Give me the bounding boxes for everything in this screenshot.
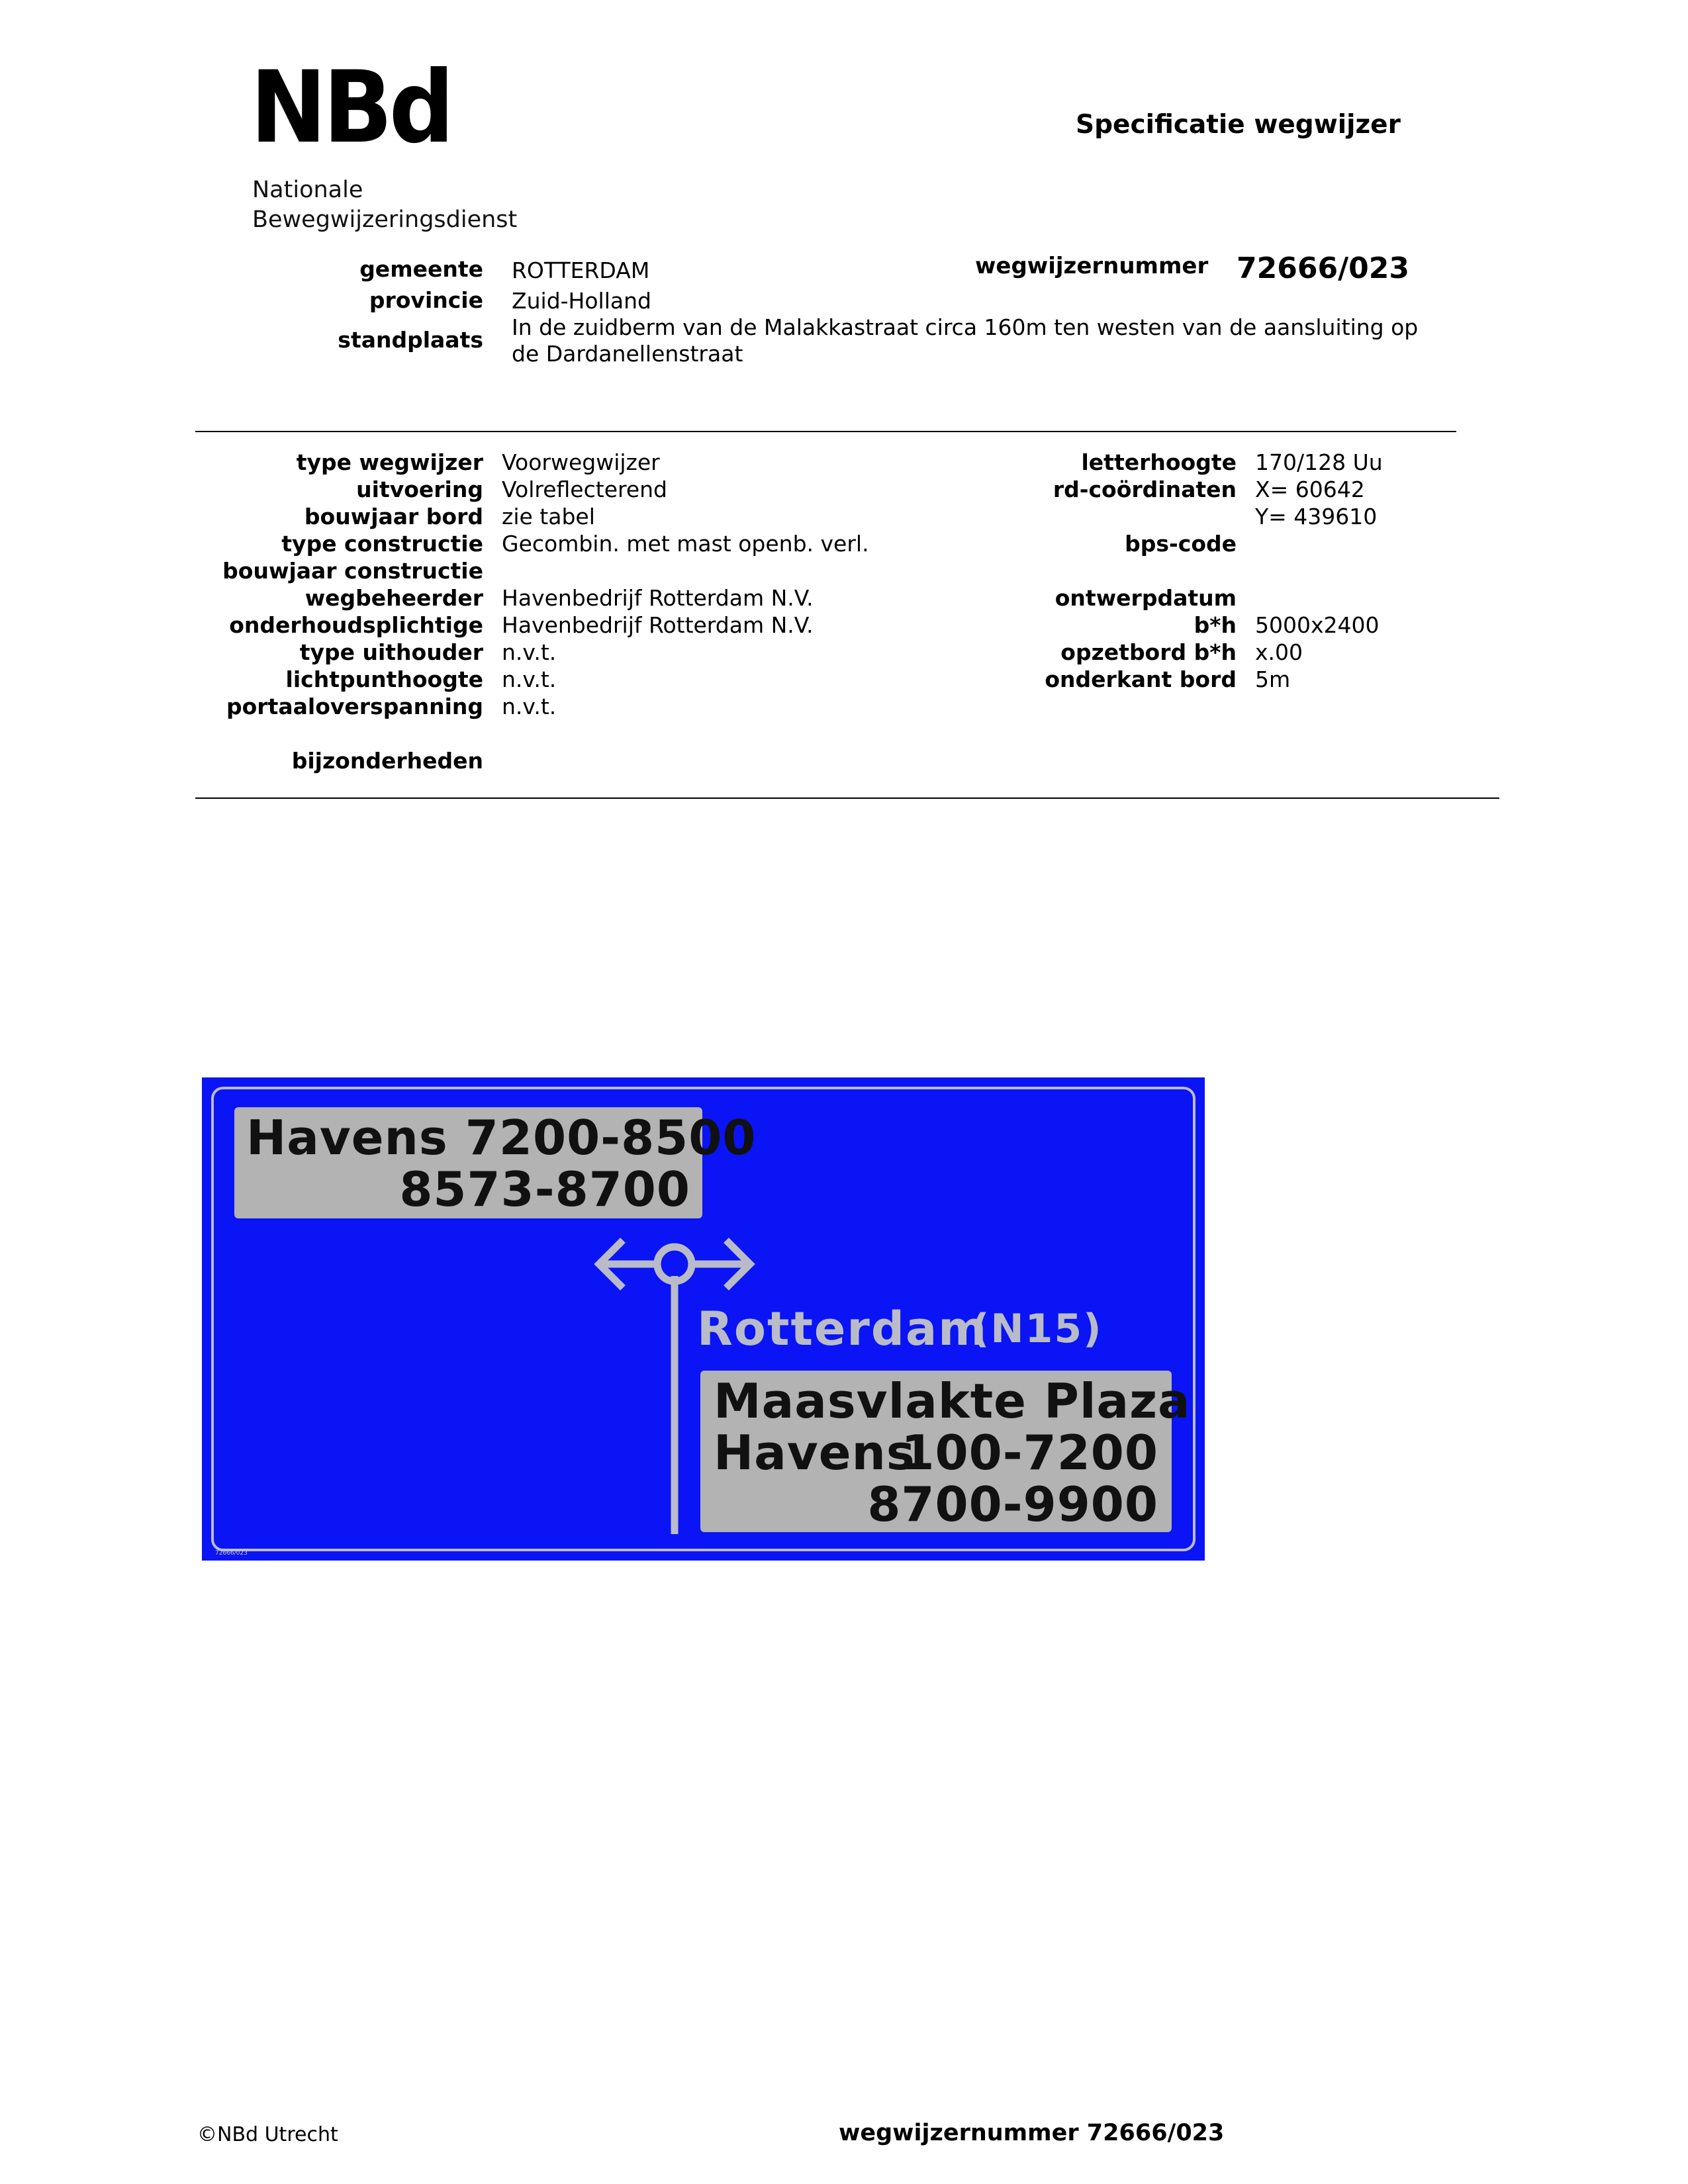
spec-portaaloverspanning-label: portaaloverspanning — [226, 694, 483, 719]
sign-tiny-code: 72666/023 — [215, 1550, 248, 1557]
provincie-label: provincie — [369, 287, 483, 313]
footer-copyright: ©NBd Utrecht — [197, 2123, 338, 2146]
spec-uitvoering-label: uitvoering — [356, 477, 483, 502]
spec-bouwjaar-constructie-label: bouwjaar constructie — [222, 558, 483, 584]
nbd-logo: NBd — [250, 50, 451, 165]
spec-bouwjaar-bord-label: bouwjaar bord — [304, 504, 483, 529]
wegwijzernummer-label: wegwijzernummer — [975, 253, 1209, 279]
spec-wegbeheerder-label: wegbeheerder — [305, 585, 483, 611]
sign-top-line2: 8573-8700 — [399, 1161, 690, 1217]
logo-line-bewegwijzeringsdienst: Bewegwijzeringsdienst — [252, 206, 518, 233]
spec-lichtpunthoogte-label: lichtpunthoogte — [285, 666, 483, 692]
divider-bottom — [195, 797, 1499, 799]
spec-uitvoering-value: Volreflecterend — [502, 477, 667, 502]
wegwijzernummer-value: 72666/023 — [1237, 251, 1409, 285]
divider-top — [195, 431, 1456, 432]
rd-x-value: X= 60642 — [1255, 477, 1365, 502]
spec-onderhoudsplichtige-value: Havenbedrijf Rotterdam N.V. — [502, 612, 814, 638]
footer-wegwijzernummer: wegwijzernummer 72666/023 — [839, 2120, 1225, 2146]
bijzonderheden-label: bijzonderheden — [291, 748, 483, 774]
letterhoogte-value: 170/128 Uu — [1255, 449, 1383, 475]
rd-coordinaten-label: rd-coördinaten — [1053, 477, 1237, 502]
spec-type-constructie-label: type constructie — [281, 531, 483, 557]
bh-value: 5000x2400 — [1255, 612, 1380, 638]
sign-bottom-line2-havens: Havens — [714, 1425, 915, 1480]
sign-route-rotterdam: Rotterdam — [697, 1302, 988, 1356]
opzetbord-value: x.00 — [1255, 639, 1303, 665]
sign-bottom-line3: 8700-9900 — [867, 1477, 1158, 1532]
sign-route-number: (N15) — [971, 1306, 1103, 1352]
opzetbord-label: opzetbord b*h — [1060, 639, 1237, 665]
standplaats-value-line1: In de zuidberm van de Malakkastraat circa 160m ten westen van de aansluiting op — [512, 314, 1419, 340]
spec-wegbeheerder-value: Havenbedrijf Rotterdam N.V. — [502, 585, 814, 611]
ontwerpdatum-label: ontwerpdatum — [1055, 585, 1237, 611]
provincie-value: Zuid-Holland — [512, 288, 651, 314]
rd-y-value: Y= 439610 — [1255, 504, 1378, 529]
spec-type-wegwijzer-label: type wegwijzer — [296, 449, 483, 475]
spec-lichtpunthoogte-value: n.v.t. — [502, 666, 557, 692]
onderkant-bord-label: onderkant bord — [1045, 666, 1237, 692]
spec-portaaloverspanning-value: n.v.t. — [502, 694, 557, 719]
standplaats-label: standplaats — [338, 327, 483, 353]
bh-label: b*h — [1194, 612, 1237, 638]
logo-line-nationale: Nationale — [252, 177, 363, 203]
standplaats-value-line2: de Dardanellenstraat — [512, 341, 743, 367]
letterhoogte-label: letterhoogte — [1081, 449, 1237, 475]
spec-bouwjaar-bord-value: zie tabel — [502, 504, 595, 529]
sign-bottom-line1: Maasvlakte Plaza — [714, 1373, 1191, 1429]
bps-code-label: bps-code — [1125, 531, 1237, 557]
sign-top-line1: Havens 7200-8500 — [246, 1110, 757, 1165]
spec-type-uithouder-value: n.v.t. — [502, 639, 557, 665]
sign-bottom-panel — [700, 1371, 1191, 1532]
spec-type-uithouder-label: type uithouder — [299, 639, 483, 665]
road-sign — [202, 1077, 1205, 1561]
spec-type-wegwijzer-value: Voorwegwijzer — [502, 449, 660, 475]
spec-type-constructie-value: Gecombin. met mast openb. verl. — [502, 531, 869, 557]
gemeente-value: ROTTERDAM — [512, 257, 650, 283]
spec-onderhoudsplichtige-label: onderhoudsplichtige — [229, 612, 483, 638]
sign-bottom-line2-range: 100-7200 — [901, 1425, 1158, 1480]
document-title: Specificatie wegwijzer — [1076, 110, 1401, 140]
gemeente-label: gemeente — [359, 256, 483, 282]
onderkant-bord-value: 5m — [1255, 666, 1291, 692]
